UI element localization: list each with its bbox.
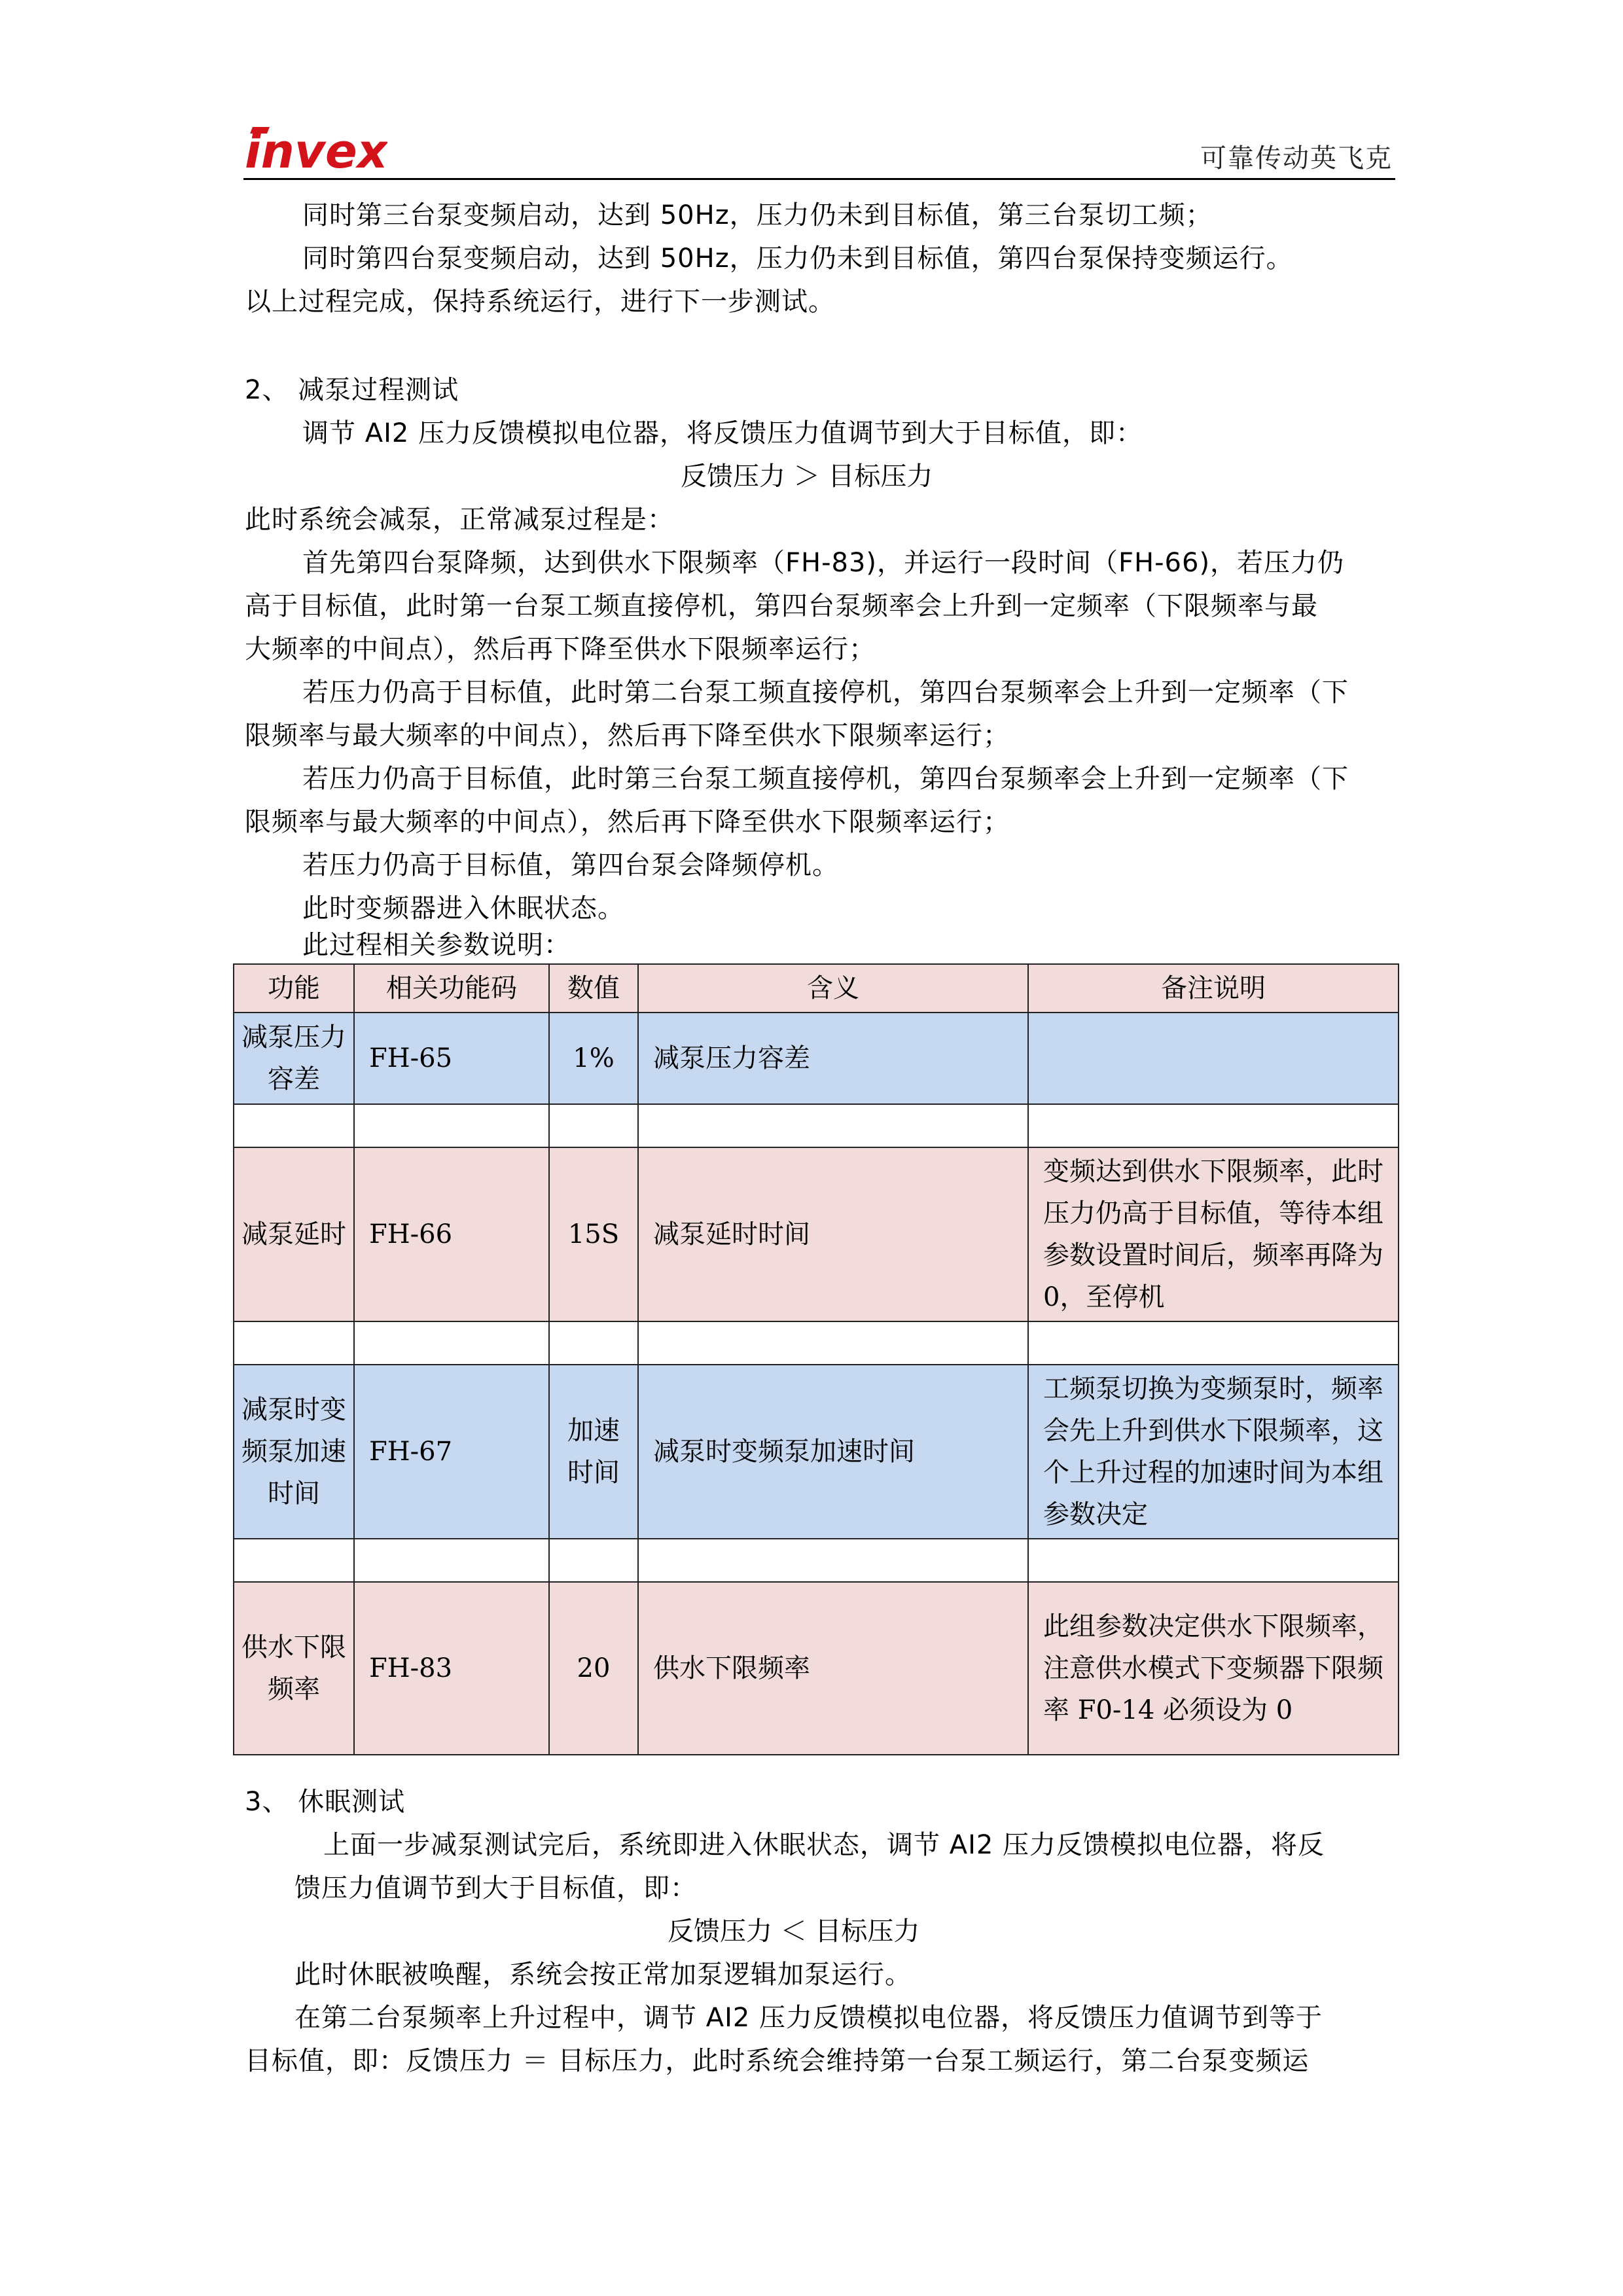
table-cell-note: 此组参数决定供水下限频率，注意供水模式下变频器下限频率 F0-14 必须设为 0 — [1028, 1582, 1399, 1755]
section-2-paragraph-6: 若压力仍高于目标值，第四台泵会降频停机。 — [302, 850, 839, 880]
table-row — [234, 1365, 1399, 1539]
section-3-paragraph-3-line-2: 目标值，即：反馈压力 ＝ 目标压力，此时系统会维持第一台泵工频运行，第二台泵变频运 — [245, 2046, 1310, 2076]
parameter-table — [233, 963, 1399, 1755]
section-3-paragraph-2: 此时休眠被唤醒，系统会按正常加泵逻辑加泵运行。 — [294, 1960, 912, 1990]
section-2-paragraph-4-line-2: 限频率与最大频率的中间点），然后再下降至供水下限频率运行； — [245, 721, 1010, 751]
table-header-cell: 含义 — [638, 964, 1028, 1013]
section-3-paragraph-1-line-1: 上面一步减泵测试完后，系统即进入休眠状态，调节 AI2 压力反馈模拟电位器，将反 — [323, 1830, 1325, 1860]
table-row — [234, 1013, 1399, 1104]
section-3-paragraph-1-line-2: 馈压力值调节到大于目标值，即： — [294, 1873, 697, 1903]
section-3-formula: 反馈压力 ＜ 目标压力 — [668, 1916, 920, 1946]
section-2-formula: 反馈压力 ＞ 目标压力 — [681, 461, 933, 492]
section-2-paragraph-5-line-1: 若压力仍高于目标值，此时第三台泵工频直接停机，第四台泵频率会上升到一定频率（下 — [302, 764, 1349, 794]
intro-line-3: 以上过程完成，保持系统运行，进行下一步测试。 — [245, 287, 835, 317]
header-tagline: 可靠传动英飞克 — [1200, 143, 1393, 173]
table-header-cell: 备注说明 — [1028, 964, 1399, 1013]
section-2-paragraph-1: 调节 AI2 压力反馈模拟电位器，将反馈压力值调节到大于目标值，即： — [302, 418, 1143, 448]
table-spacer-row — [234, 1321, 1399, 1365]
table-cell-note: 工频泵切换为变频泵时，频率会先上升到供水下限频率，这个上升过程的加速时间为本组参数决定 — [1028, 1365, 1399, 1539]
section-2-paragraph-3-line-1: 首先第四台泵降频，达到供水下限频率（FH-83)，并运行一段时间（FH-66)，若压力仍 — [302, 548, 1345, 578]
table-cell-note: 变频达到供水下限频率，此时压力仍高于目标值，等待本组参数设置时间后，频率再降为 0，至停机 — [1028, 1147, 1399, 1321]
table-cell-meaning: 供水下限频率 — [638, 1582, 1028, 1755]
table-cell-code: FH-83 — [354, 1582, 549, 1755]
section-3-paragraph-3-line-1: 在第二台泵频率上升过程中，调节 AI2 压力反馈模拟电位器，将反馈压力值调节到等于 — [294, 2003, 1323, 2033]
table-row — [234, 1147, 1399, 1321]
header-divider — [243, 178, 1395, 180]
section-2-paragraph-8: 此过程相关参数说明： — [302, 930, 571, 960]
section-2-paragraph-5-line-2: 限频率与最大频率的中间点），然后再下降至供水下限频率运行； — [245, 807, 1010, 837]
table-cell-function: 减泵时变频泵加速时间 — [234, 1365, 354, 1539]
table-header-cell: 功能 — [234, 964, 354, 1013]
intro-line-2: 同时第四台泵变频启动，达到 50Hz，压力仍未到目标值，第四台泵保持变频运行。 — [302, 243, 1293, 274]
table-cell-value: 加速时间 — [549, 1365, 638, 1539]
table-cell-function: 减泵压力容差 — [234, 1013, 354, 1104]
table-row — [234, 1582, 1399, 1755]
table-cell-code: FH-65 — [354, 1013, 549, 1104]
table-header-cell: 相关功能码 — [354, 964, 549, 1013]
table-cell-code: FH-67 — [354, 1365, 549, 1539]
table-spacer-row — [234, 1104, 1399, 1147]
table-cell-meaning: 减泵时变频泵加速时间 — [638, 1365, 1028, 1539]
section-2-heading: 2、 减泵过程测试 — [245, 375, 459, 405]
invex-logo — [243, 115, 387, 174]
table-cell-note — [1028, 1013, 1399, 1104]
intro-line-1: 同时第三台泵变频启动，达到 50Hz，压力仍未到目标值，第三台泵切工频； — [302, 200, 1213, 230]
table-header-cell: 数值 — [549, 964, 638, 1013]
table-spacer-row — [234, 1539, 1399, 1582]
section-2-paragraph-3-line-3: 大频率的中间点），然后再下降至供水下限频率运行； — [245, 634, 876, 664]
table-cell-meaning: 减泵延时时间 — [638, 1147, 1028, 1321]
section-2-paragraph-7: 此时变频器进入休眠状态。 — [302, 893, 624, 924]
table-header-row — [234, 964, 1399, 1013]
table-cell-function: 供水下限频率 — [234, 1582, 354, 1755]
section-2-paragraph-3-line-2: 高于目标值，此时第一台泵工频直接停机，第四台泵频率会上升到一定频率（下限频率与最 — [245, 591, 1318, 621]
section-2-paragraph-4-line-1: 若压力仍高于目标值，此时第二台泵工频直接停机，第四台泵频率会上升到一定频率（下 — [302, 677, 1349, 708]
section-2-paragraph-2: 此时系统会减泵，正常减泵过程是： — [245, 505, 674, 535]
table-cell-meaning: 减泵压力容差 — [638, 1013, 1028, 1104]
table-cell-function: 减泵延时 — [234, 1147, 354, 1321]
table-cell-value: 1% — [549, 1013, 638, 1104]
section-3-heading: 3、 休眠测试 — [245, 1787, 406, 1817]
table-cell-value: 15S — [549, 1147, 638, 1321]
svg-text:invex: invex — [245, 124, 387, 174]
table-cell-value: 20 — [549, 1582, 638, 1755]
table-cell-code: FH-66 — [354, 1147, 549, 1321]
